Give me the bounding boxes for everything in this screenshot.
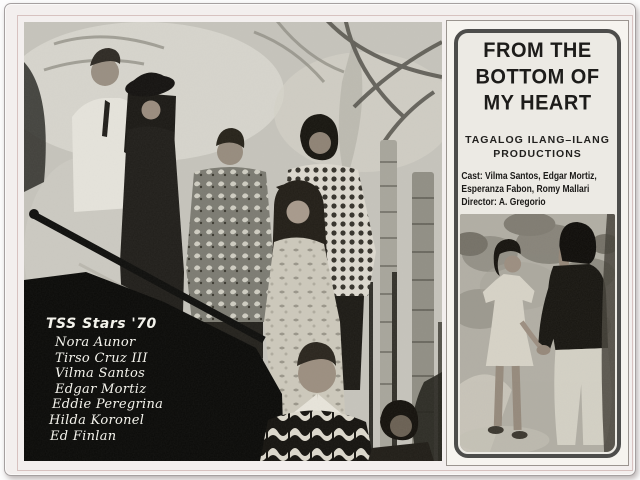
couple-photo-illustration bbox=[460, 214, 615, 452]
credits-block bbox=[458, 170, 621, 209]
production-line: TAGALOG ILANG–ILANG bbox=[465, 134, 610, 146]
movie-title-line: MY HEART bbox=[483, 91, 592, 115]
movie-title-line: FROM THE bbox=[483, 39, 592, 63]
caption-heading: TSS Stars '70 bbox=[46, 316, 157, 332]
movie-title bbox=[458, 33, 617, 117]
movie-title-line: BOTTOM OF bbox=[475, 65, 600, 89]
production-company bbox=[458, 133, 617, 161]
group-photo bbox=[24, 22, 442, 461]
caption-name: Nora Aunor bbox=[55, 335, 136, 350]
director-line: Director: A. Gregorio bbox=[461, 197, 546, 208]
production-line: PRODUCTIONS bbox=[493, 148, 582, 160]
caption-name: Vilma Santos bbox=[55, 366, 146, 382]
movie-ad-panel bbox=[454, 29, 621, 458]
caption-name: Hilda Koronel bbox=[49, 412, 145, 428]
ad-panel-column bbox=[446, 20, 629, 466]
caption-name: Edgar Mortiz bbox=[55, 381, 147, 397]
caption-name: Ed Finlan bbox=[50, 428, 117, 444]
caption-name: Eddie Peregrina bbox=[52, 397, 164, 413]
couple-photo bbox=[460, 214, 615, 452]
cast-line-2: Esperanza Fabon, Romy Mallari bbox=[461, 184, 590, 195]
caption-name: Tirso Cruz III bbox=[55, 350, 148, 366]
stars-caption bbox=[46, 316, 163, 444]
scanned-card bbox=[4, 3, 636, 476]
cast-line-1: Cast: Vilma Santos, Edgar Mortiz, bbox=[461, 171, 597, 182]
